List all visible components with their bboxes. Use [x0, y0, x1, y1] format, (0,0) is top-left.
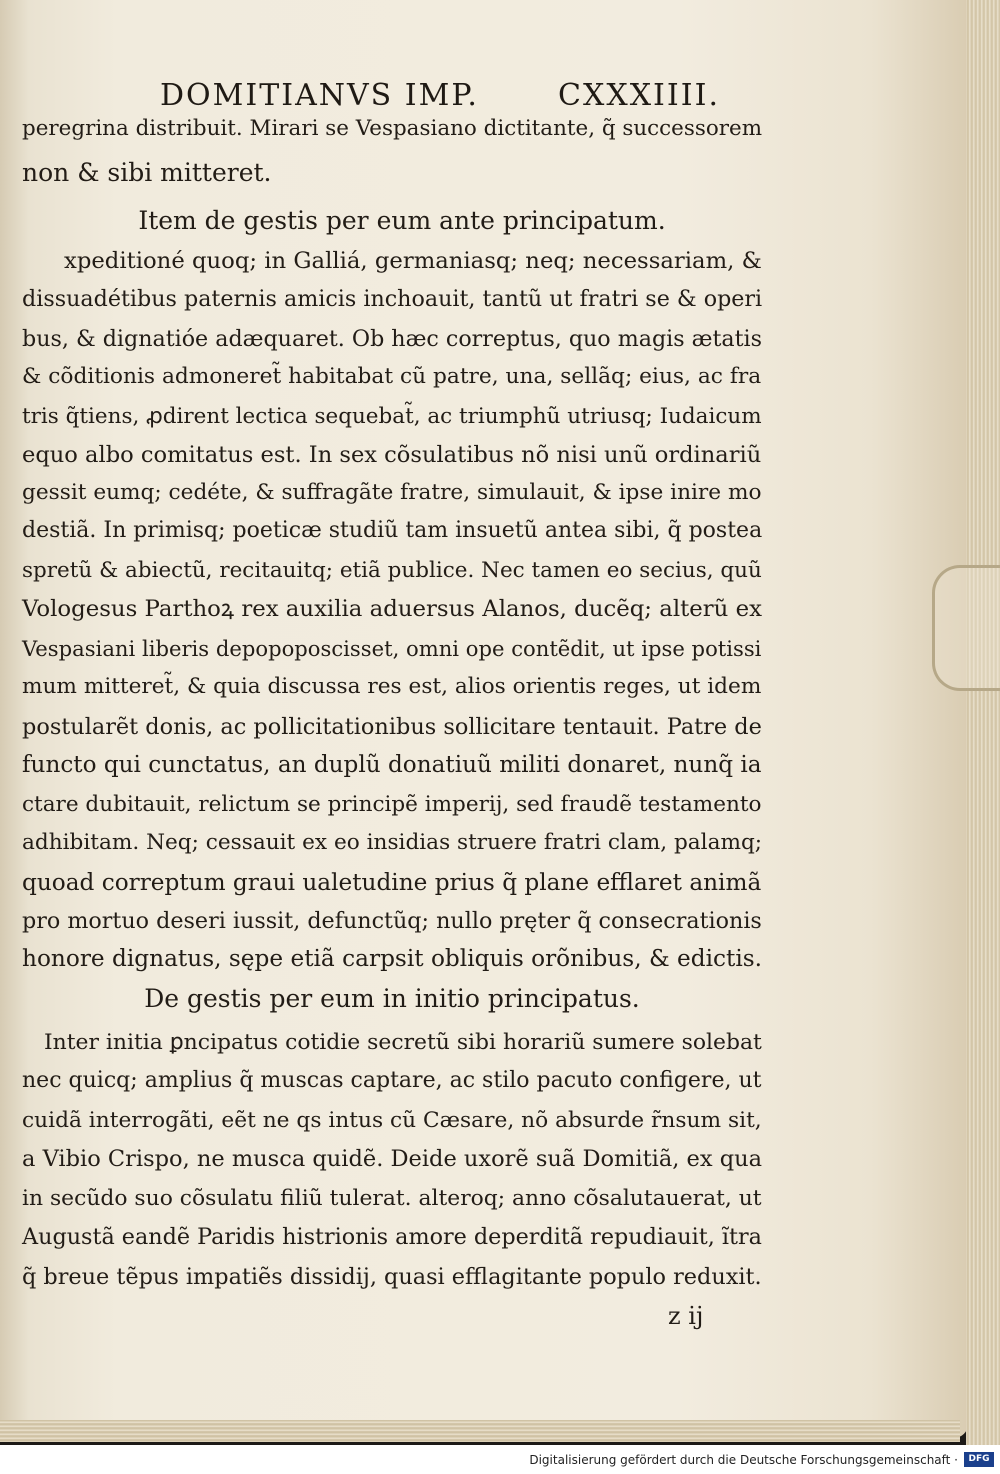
- text-line: & cõditionis admoneret̃ habitabat cũ patre, una, sellãq; eius, ac fra: [22, 364, 762, 389]
- text-line: Inter initia ꝑncipatus cotidie secretũ sibi horariũ sumere solebat: [44, 1030, 762, 1055]
- text-line: nec quicq; amplius q̃ muscas captare, ac stilo pacuto configere, ut: [22, 1068, 762, 1093]
- text-line: tris q̃tiens, ꝓdirent lectica sequebat̃, ac triumphũ utriusq; Iudaicum: [22, 404, 762, 429]
- text-line: peregrina distribuit. Mirari se Vespasiano dictitante, q̃ successorem: [22, 116, 763, 141]
- text-line: pro mortuo deseri iussit, defunctũq; nullo pręter q̃ consecrationis: [22, 908, 762, 934]
- text-line: functo qui cunctatus, an duplũ donatiuũ militi donaret, nunq̃ ia: [22, 752, 762, 778]
- text-line: honore dignatus, sępe etiã carpsit obliquis orõnibus, & edictis.: [22, 945, 763, 972]
- text-line: destiã. In primisq; poeticæ studiũ tam insuetũ antea sibi, q̃ postea: [22, 518, 763, 543]
- page-fore-edge: [0, 1420, 960, 1442]
- text-line: non & sibi mitteret.: [22, 158, 272, 187]
- text-line: a Vibio Crispo, ne musca quidẽ. Deide uxorẽ suã Domitiã, ex qua: [22, 1146, 763, 1172]
- text-line: q̃ breue tẽpus impatiẽs dissidij, quasi efflagitante populo reduxit.: [22, 1264, 762, 1290]
- text-line: mum mitteret̃, & quia discussa res est, alios orientis reges, ut idem: [22, 674, 762, 699]
- dfg-logo-icon: DFG: [964, 1452, 994, 1467]
- footer-bar: [0, 1445, 1000, 1474]
- text-line: Vologesus Parthoꝝ rex auxilia aduersus Alanos, ducẽq; alterũ ex: [22, 596, 762, 622]
- text-line: Augustã eandẽ Paridis histrionis amore deperditã repudiauit, ĩtra: [22, 1224, 762, 1250]
- page-edges: [966, 0, 1000, 1445]
- text-line: in secũdo suo cõsulatu filiũ tulerat. alteroq; anno cõsalutauerat, ut: [22, 1186, 762, 1211]
- section-heading: Item de gestis per eum ante principatum.: [138, 206, 666, 235]
- text-line: equo albo comitatus est. In sex cõsulatibus nõ nisi unũ ordinariũ: [22, 442, 762, 468]
- text-line: cuidã interrogãti, eẽt ne qs intus cũ Cæsare, nõ absurde r̃nsum sit,: [22, 1108, 762, 1133]
- page-clip: [932, 565, 1000, 691]
- text-line: ctare dubitauit, relictum se principẽ imperij, sed fraudẽ testamento: [22, 792, 762, 817]
- folio-number: CXXXIIII.: [558, 78, 720, 113]
- text-line: spretũ & abiectũ, recitauitq; etiã publice. Nec tamen eo secius, quũ: [22, 558, 762, 583]
- text-line: adhibitam. Neq; cessauit ex eo insidias struere fratri clam, palamq;: [22, 830, 763, 855]
- text-line: xpeditioné quoq; in Galliá, germaniasq; neq; necessariam, &: [64, 248, 762, 274]
- text-line: dissuadétibus paternis amicis inchoauit, tantũ ut fratri se & operi: [22, 286, 763, 312]
- text-line: gessit eumq; cedéte, & suffragãte fratre, simulauit, & ipse inire mo: [22, 480, 762, 505]
- funding-notice: Digitalisierung gefördert durch die Deutsche Forschungsgemeinschaft ·: [529, 1453, 958, 1467]
- text-line: bus, & dignatióe adæquaret. Ob hæc correptus, quo magis ætatis: [22, 326, 763, 352]
- running-title: DOMITIANVS IMP.: [160, 78, 479, 113]
- text-line: Vespasiani liberis depopoposcisset, omni ope contẽdit, ut ipse potissi: [22, 636, 762, 661]
- text-line: postularẽt donis, ac pollicitationibus sollicitare tentauit. Patre de: [22, 714, 762, 740]
- section-heading: De gestis per eum in initio principatus.: [144, 984, 640, 1013]
- signature-mark: z ij: [668, 1302, 704, 1330]
- text-line: quoad correptum graui ualetudine prius q̃ plane efflaret animã: [22, 869, 762, 896]
